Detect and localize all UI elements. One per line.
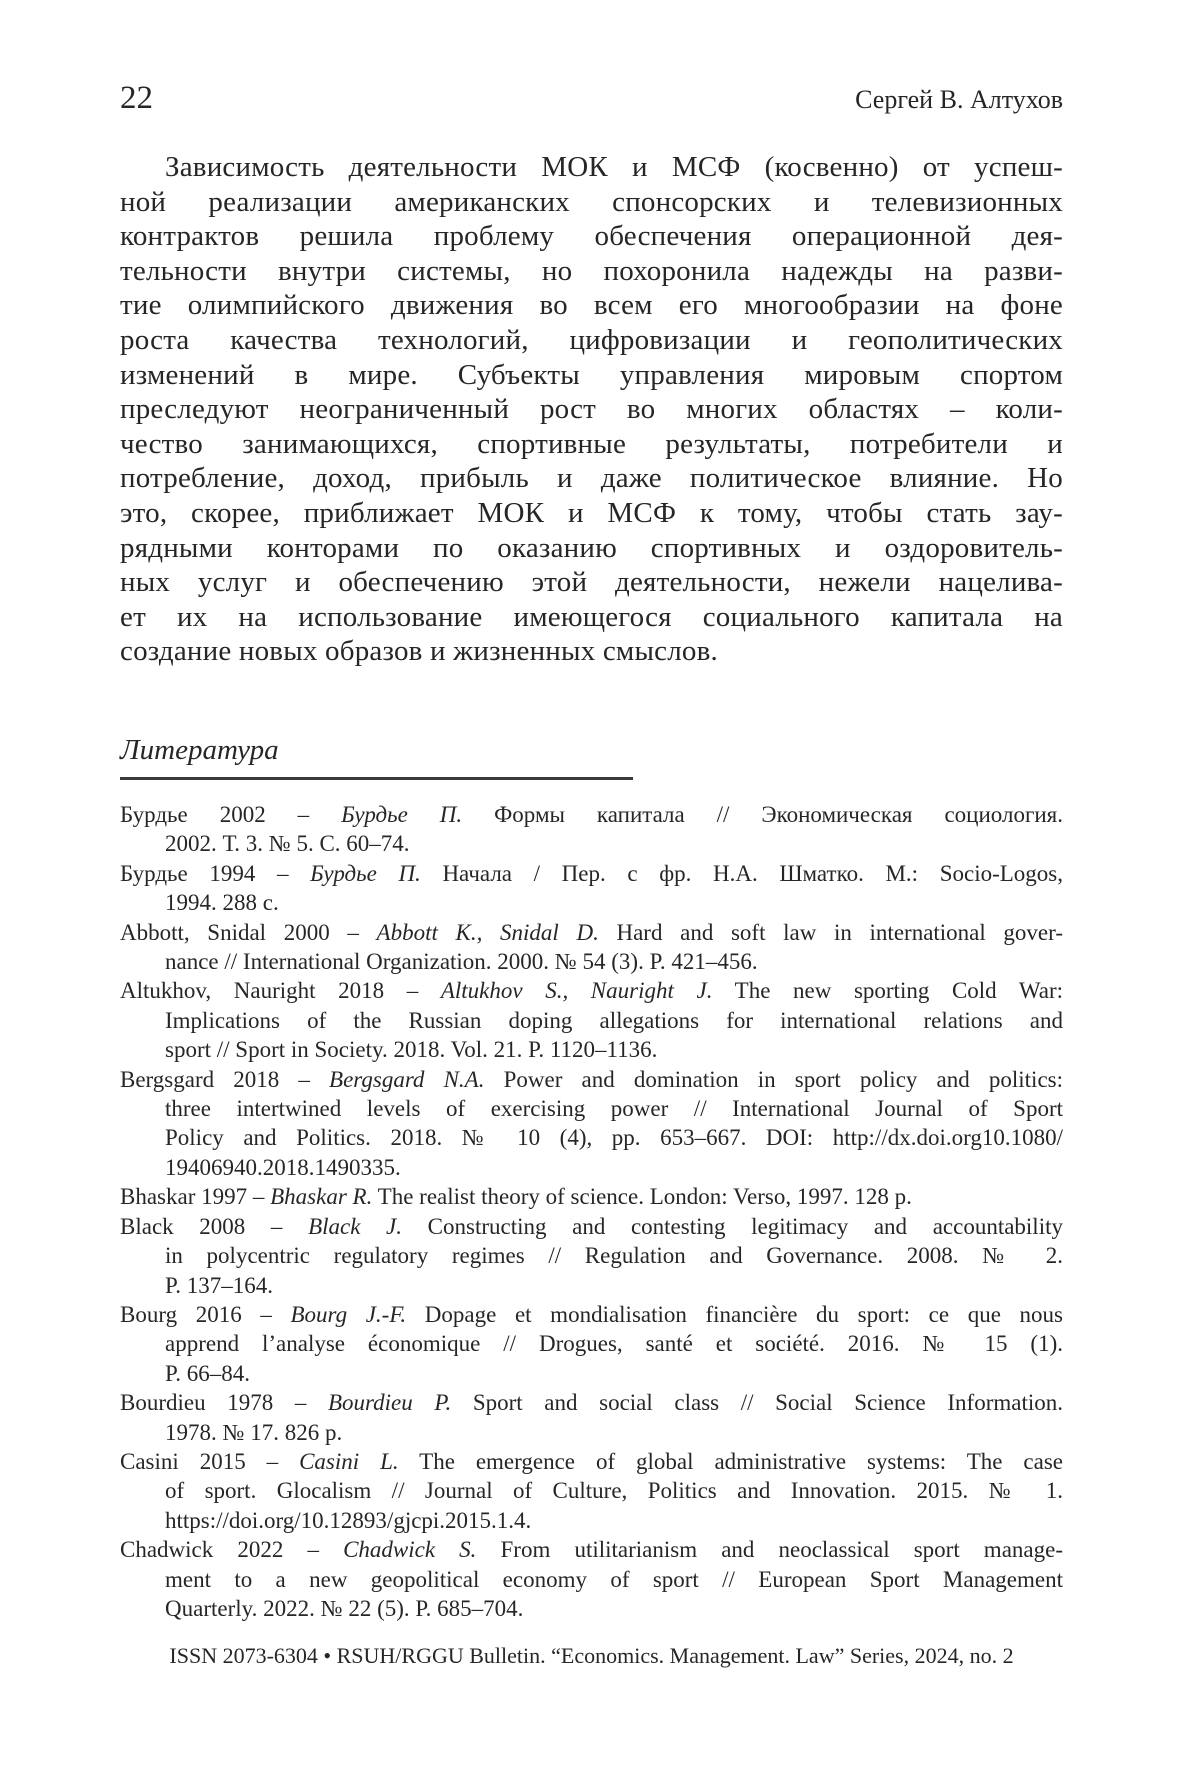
paragraph-line: создание новых образов и жизненных смыслов. xyxy=(120,635,718,668)
bib-author-italic: Altukhov S., Nauright J. xyxy=(440,978,713,1004)
bib-author-italic: Bourdieu P. xyxy=(327,1390,452,1416)
bib-line xyxy=(120,1506,1063,1535)
bib-entry xyxy=(120,1212,1063,1300)
paragraph-line: это, скорее, приближает МОК и МСФ к тому, чтобы стать зау- xyxy=(120,496,1063,529)
paragraph-line: роста качества технологий, цифровизации и геополитических xyxy=(120,323,1063,356)
bib-line xyxy=(120,1300,1063,1329)
bib-line xyxy=(120,918,1063,947)
bib-author-italic: Chadwick S. xyxy=(343,1537,477,1563)
bib-text: three intertwined levels of exercising power // International Journal of Sport xyxy=(165,1096,1063,1122)
bib-line xyxy=(120,1418,1063,1447)
bib-line xyxy=(120,829,1063,858)
bib-line xyxy=(120,1153,1063,1182)
heading-rule-divider xyxy=(120,777,633,780)
bib-text: Bourdieu 1978 – xyxy=(120,1390,328,1416)
bib-text: Black 2008 – xyxy=(120,1213,309,1239)
paragraph-line: рядными конторами по оказанию спортивных и оздоровитель- xyxy=(120,531,1063,564)
paragraph-line: контрактов решила проблему обеспечения операционной дея- xyxy=(120,220,1063,253)
bib-text: The new sporting Cold War: xyxy=(712,978,1063,1004)
bib-text: in polycentric regulatory regimes // Regulation and Governance. 2008. № 2. xyxy=(165,1243,1063,1269)
bib-text: Altukhov, Nauright 2018 – xyxy=(120,978,441,1004)
running-head-author: Сергей В. Алтухов xyxy=(855,85,1063,114)
bib-line xyxy=(120,1006,1063,1035)
bib-entry xyxy=(120,1182,1063,1211)
bib-line xyxy=(120,1035,1063,1064)
bib-line xyxy=(120,1359,1063,1388)
bib-text: 19406940.2018.1490335. xyxy=(165,1154,401,1180)
bib-line xyxy=(120,1271,1063,1300)
bib-text: https://doi.org/10.12893/gjcpi.2015.1.4. xyxy=(165,1507,532,1533)
bib-text: Policy and Politics. 2018. № 10 (4), pp. 653–667. DOI: http://dx.doi.org10.1080/ xyxy=(165,1125,1063,1151)
paragraph-line: Зависимость деятельности МОК и МСФ (косвенно) от успеш- xyxy=(165,151,1063,183)
paragraph-line: преследуют неограниченный рост во многих областях – коли- xyxy=(120,393,1063,426)
bib-text: 1994. 288 с. xyxy=(165,890,279,916)
bib-text: of sport. Glocalism // Journal of Culture, Politics and Innovation. 2015. № 1. xyxy=(165,1478,1063,1504)
bib-text: Quarterly. 2022. № 22 (5). P. 685–704. xyxy=(165,1595,524,1621)
bibliography-list xyxy=(120,800,1063,1623)
bib-author-italic: Bergsgard N.A. xyxy=(329,1066,485,1092)
bib-entry xyxy=(120,1535,1063,1623)
paragraph-line: тельности внутри системы, но похоронила надежды на разви- xyxy=(120,254,1063,287)
bib-author-italic: Black J. xyxy=(308,1213,403,1239)
bib-entry xyxy=(120,1065,1063,1183)
bib-text: Формы капитала // Экономическая социология. xyxy=(462,802,1064,827)
bib-line xyxy=(120,1388,1063,1417)
paragraph-line: ных услуг и обеспечению этой деятельности, нежели нацелива- xyxy=(120,566,1063,599)
bib-line xyxy=(120,1565,1063,1594)
bib-line xyxy=(120,1535,1063,1564)
bib-line xyxy=(120,888,1063,917)
bib-text: Bhaskar 1997 – xyxy=(120,1184,271,1210)
bib-entry xyxy=(120,1388,1063,1447)
bib-line xyxy=(120,976,1063,1005)
bib-text: Casini 2015 – xyxy=(120,1448,300,1474)
bib-text: From utilitarianism and neoclassical sport manage- xyxy=(476,1537,1063,1563)
bib-text: Power and domination in sport policy and politics: xyxy=(484,1066,1063,1092)
bib-entry xyxy=(120,918,1063,977)
paragraph-line: изменений в мире. Субъекты управления мировым спортом xyxy=(120,358,1063,391)
bib-line xyxy=(120,947,1063,976)
bib-entry xyxy=(120,976,1063,1064)
bib-entry xyxy=(120,859,1063,918)
bib-line xyxy=(120,1065,1063,1094)
bib-text: 2002. Т. 3. № 5. С. 60–74. xyxy=(165,831,410,857)
bib-line xyxy=(120,1123,1063,1152)
bib-author-italic: Abbott K., Snidal D. xyxy=(376,919,599,945)
footer-issn-line: ISSN 2073-6304 • RSUH/RGGU Bulletin. “Economics. Management. Law” Series, 2024, no. 2 xyxy=(169,1643,1014,1668)
bib-text: Dopage et mondialisation financière du sport: ce que nous xyxy=(406,1301,1064,1327)
paragraph-line: тие олимпийского движения во всем его многообразии на фоне xyxy=(120,289,1063,322)
bib-text: ment to a new geopolitical economy of sport // European Sport Management xyxy=(165,1566,1063,1592)
bib-author-italic: Бурдье П. xyxy=(341,802,463,827)
bib-line xyxy=(120,1447,1063,1476)
page-header xyxy=(120,82,1063,115)
bib-text: 1978. № 17. 826 p. xyxy=(165,1419,343,1445)
bib-text: Bourg 2016 – xyxy=(120,1301,291,1327)
bib-text: Начала / Пер. с фр. Н.А. Шматко. М.: Socio-Logos, xyxy=(420,860,1063,886)
bib-entry xyxy=(120,800,1063,859)
paragraph-line: ной реализации американских спонсорских и телевизионных xyxy=(120,185,1063,218)
bib-author-italic: Bourg J.-F. xyxy=(290,1301,407,1327)
bib-entry xyxy=(120,1447,1063,1535)
bib-text: Бурдье 2002 – xyxy=(120,802,342,827)
bib-text: Abbott, Snidal 2000 – xyxy=(120,919,377,945)
bib-author-italic: Бурдье П. xyxy=(310,860,421,886)
bib-text: Chadwick 2022 – xyxy=(120,1537,344,1563)
bib-text: Bergsgard 2018 – xyxy=(120,1066,330,1092)
bib-text: Sport and social class // Social Science Information. xyxy=(451,1390,1063,1416)
bib-text: Constructing and contesting legitimacy and accountability xyxy=(402,1213,1063,1239)
paragraph-line: чество занимающихся, спортивные результаты, потребители и xyxy=(120,427,1063,460)
bib-line xyxy=(120,800,1063,829)
bib-text: P. 137–164. xyxy=(165,1272,273,1298)
bib-line xyxy=(120,1329,1063,1358)
page-number: 22 xyxy=(120,80,153,116)
paragraph-line: ет их на использование имеющегося социального капитала на xyxy=(120,600,1063,633)
bib-entry xyxy=(120,1300,1063,1388)
bib-line xyxy=(120,1476,1063,1505)
bib-text: nance // International Organization. 2000. № 54 (3). P. 421–456. xyxy=(165,949,758,975)
bib-line xyxy=(120,1594,1063,1623)
bib-author-italic: Casini L. xyxy=(299,1448,399,1474)
bib-text: Бурдье 1994 – xyxy=(120,860,311,886)
paragraph-line: потребление, доход, прибыль и даже политическое влияние. Но xyxy=(120,462,1063,495)
bib-text: apprend l’analyse économique // Drogues, santé et société. 2016. № 15 (1). xyxy=(165,1331,1063,1357)
bib-line xyxy=(120,1094,1063,1123)
bib-line xyxy=(120,1241,1063,1270)
bib-text: The emergence of global administrative systems: The case xyxy=(398,1448,1063,1474)
bib-line xyxy=(120,1182,1063,1211)
bib-text: The realist theory of science. London: Verso, 1997. 128 p. xyxy=(372,1184,912,1210)
body-paragraph xyxy=(120,150,1063,669)
bib-text: Implications of the Russian doping allegations for international relations and xyxy=(165,1007,1063,1033)
bib-text: sport // Sport in Society. 2018. Vol. 21. P. 1120–1136. xyxy=(165,1037,658,1063)
literature-heading: Литература xyxy=(120,734,279,766)
bib-line xyxy=(120,859,1063,888)
bib-text: P. 66–84. xyxy=(165,1360,250,1386)
bib-line xyxy=(120,1212,1063,1241)
bib-text: Hard and soft law in international gover- xyxy=(598,919,1064,945)
bib-author-italic: Bhaskar R. xyxy=(270,1184,373,1210)
